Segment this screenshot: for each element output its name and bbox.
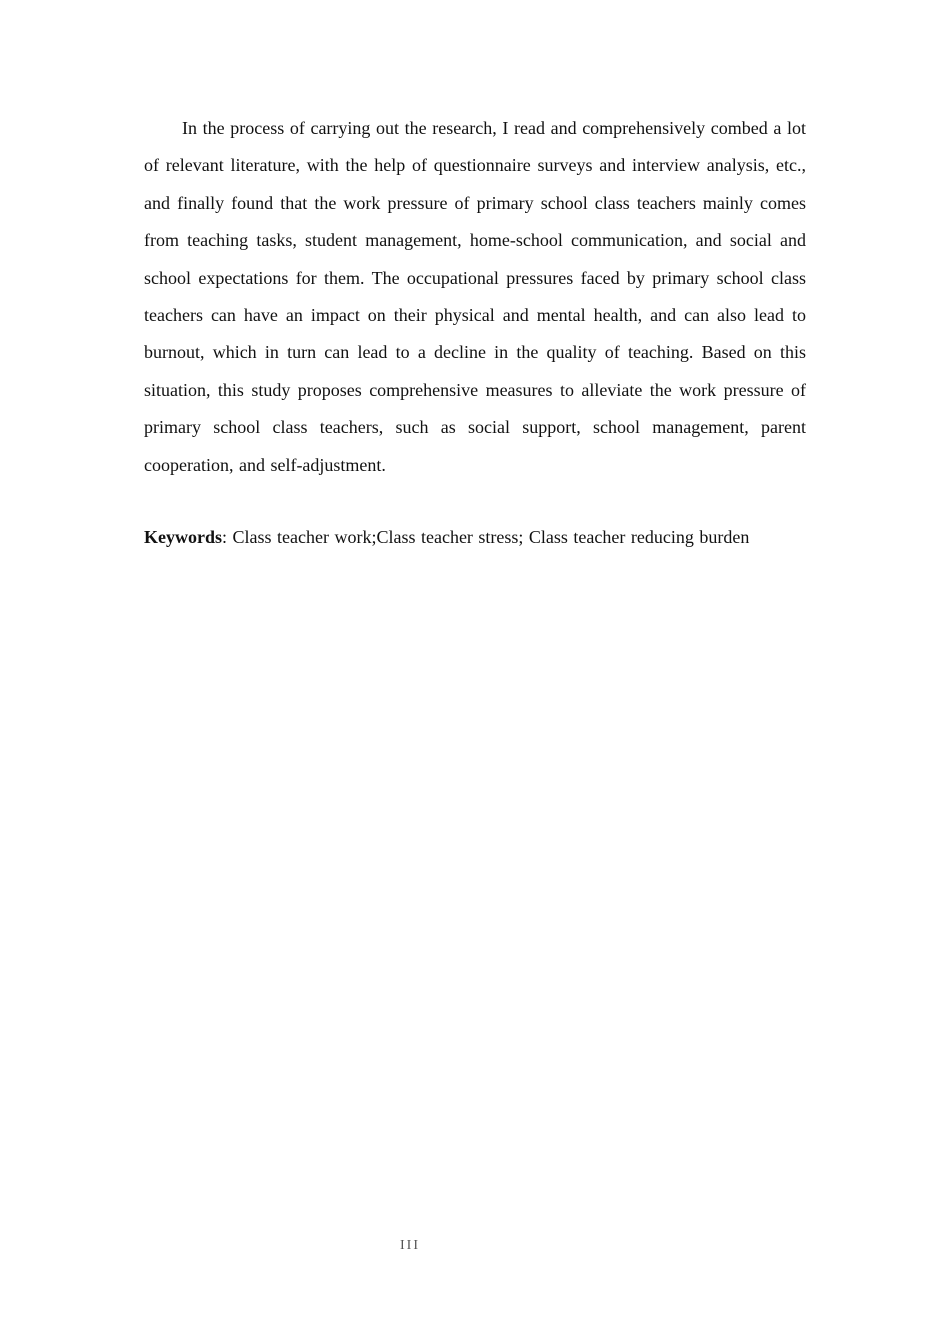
keywords-text: Class teacher work;Class teacher stress; Class teacher reducing burden (232, 527, 750, 548)
page-number: III (400, 1238, 420, 1253)
keywords-separator: : (222, 527, 233, 548)
abstract-paragraph: In the process of carrying out the research, I read and comprehensively combed a lot of relevant literature, with the help of questionnaire surveys and interview analysis, etc., and finally found that the work pressure of primary school class teachers mainly comes from teaching tasks, student management, home-school communication, and social and school expectations for them. The occupational pressures faced by primary school class teachers can have an impact on their physical and mental health, and can also lead to burnout, which in turn can lead to a decline in the quality of teaching. Based on this situation, this study proposes comprehensive measures to alleviate the work pressure of primary school class teachers, such as social support, school management, parent cooperation, and self-adjustment. (144, 118, 806, 475)
keywords-label: Keywords (144, 527, 222, 548)
keywords-line (144, 519, 806, 556)
abstract-section (144, 110, 806, 556)
